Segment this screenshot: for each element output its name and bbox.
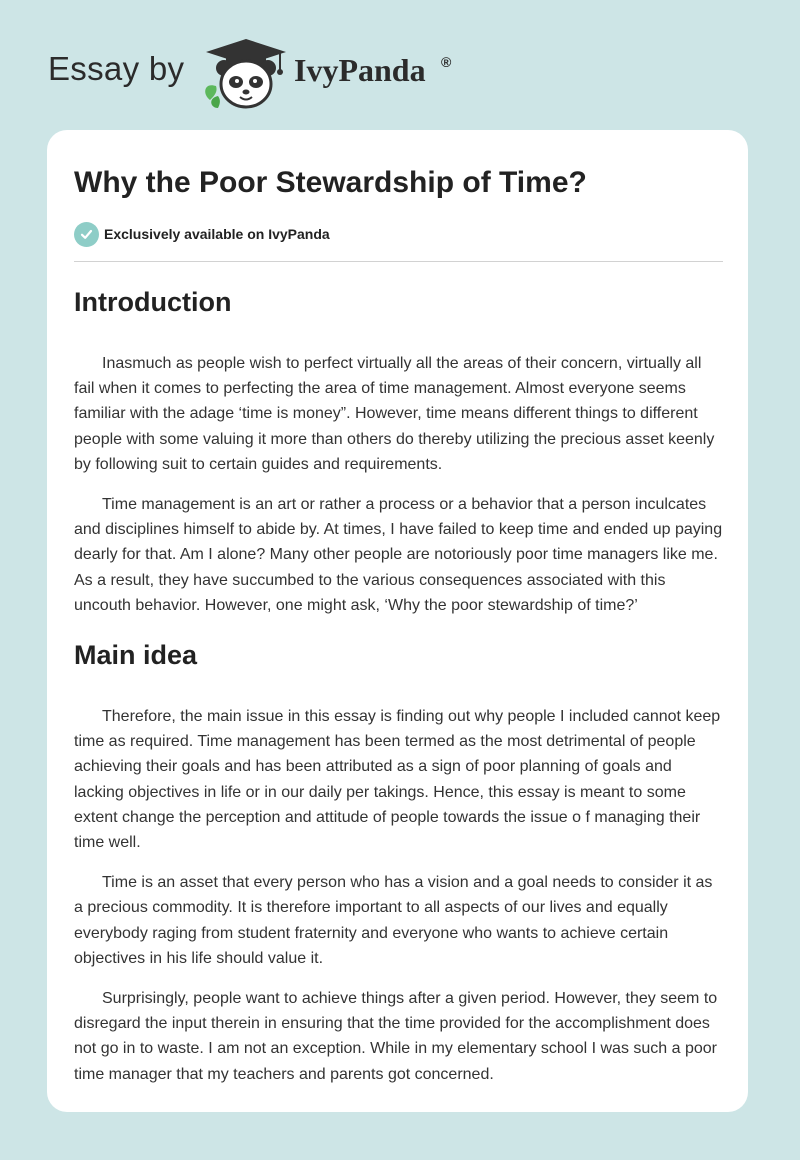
essay-by-label: Essay by xyxy=(48,50,185,87)
badge-label: Exclusively available on IvyPanda xyxy=(104,226,330,242)
exclusive-badge xyxy=(74,221,330,247)
essay-title: Why the Poor Stewardship of Time? xyxy=(74,166,587,199)
paragraph: Therefore, the main issue in this essay is finding out why people I included cannot keep time as required. Time management has been termed as the most detrimental of people achieving their goals and has been attributed as a sign of poor planning of goals and lacking objectives in life or in our daily per takings. Hence, this essay is meant to some extent change the perception and attitude of people towards the issue o f managing their time well. xyxy=(74,708,721,852)
paragraph: Inasmuch as people wish to perfect virtually all the areas of their concern, virtually all fail when it comes to perfecting the area of time management. Almost everyone seems familiar with the adage ‘time is money”. However, time means different things to different people with some valuing it more than others do thereby utilizing the precious asset keenly by following suit to certain guides and requirements. xyxy=(74,355,715,473)
divider xyxy=(74,261,723,262)
section-heading-main-idea: Main idea xyxy=(74,640,198,671)
essay-card xyxy=(47,130,748,1112)
panda-graduate-icon[interactable] xyxy=(200,38,292,110)
paragraph: Time management is an art or rather a process or a behavior that a person inculcates and disciplines himself to abide by. At times, I have failed to keep time and ended up paying dearly for that. Am I alone? Many other people are notoriously poor time managers like me. As a result, they have succumbed to the various consequences associated with this uncouth behavior. However, one might ask, ‘Why the poor stewardship of time?’ xyxy=(74,496,723,614)
brand-name[interactable]: IvyPanda xyxy=(294,52,426,88)
paragraph: Surprisingly, people want to achieve things after a given period. However, they seem to disregard the input therein in ensuring that the time provided for the accomplishment does not go in to waste. I am not an exception. While in my elementary school I was such a poor time manager that my teachers and parents got concerned. xyxy=(74,990,718,1083)
site-header xyxy=(0,0,800,120)
check-circle-icon xyxy=(74,222,99,247)
section-heading-introduction: Introduction xyxy=(74,287,232,317)
registered-mark: ® xyxy=(441,54,452,70)
essay-body xyxy=(74,280,724,1087)
paragraph: Time is an asset that every person who has a vision and a goal needs to consider it as a precious commodity. It is therefore important to all aspects of our lives and equally everybody raging from student fraternity and everyone who wants to achieve certain objectives in his life should value it. xyxy=(74,874,713,967)
